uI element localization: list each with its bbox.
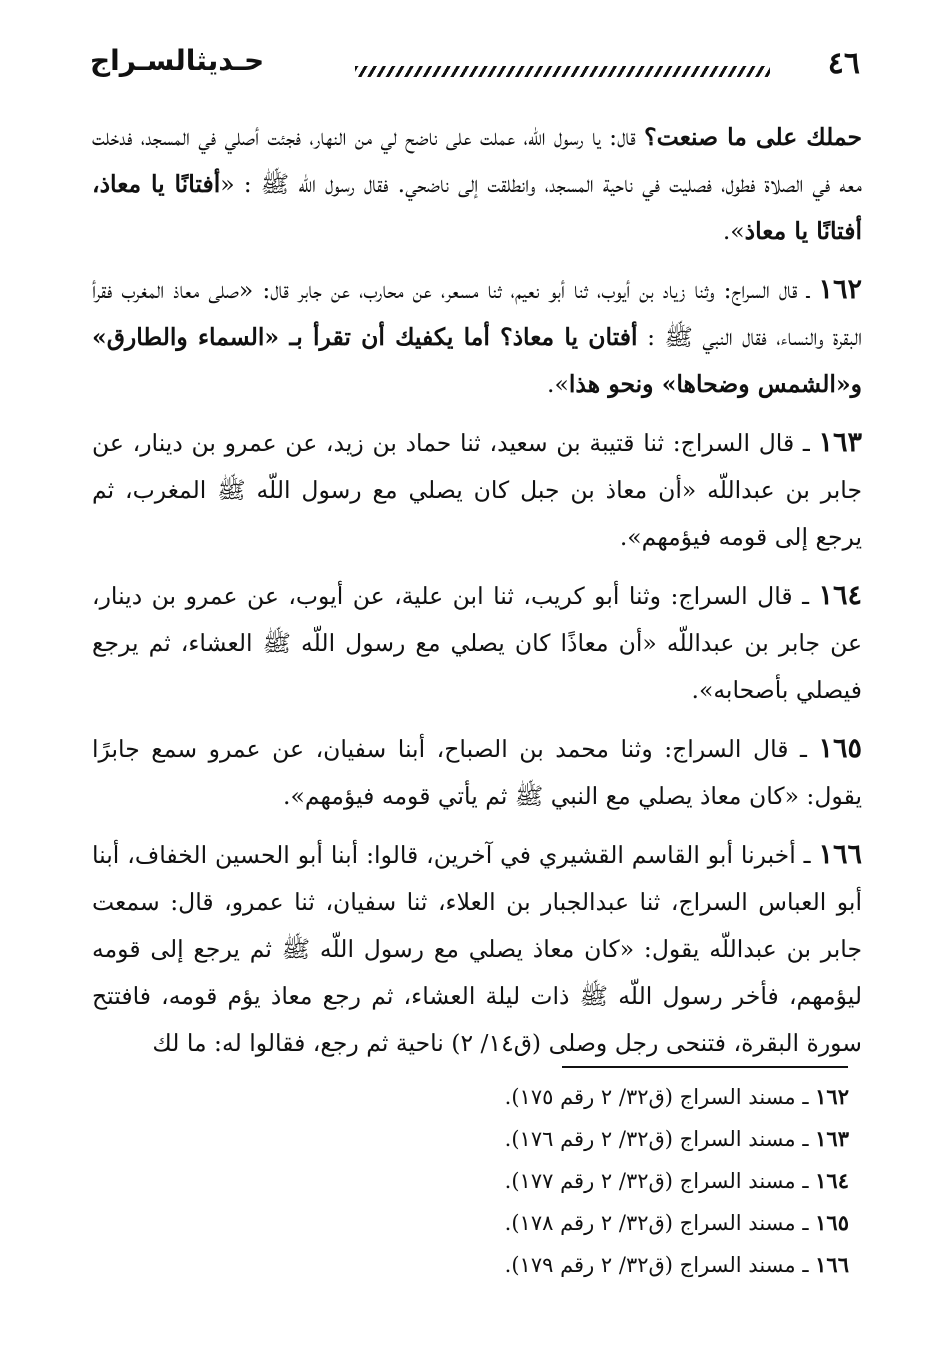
paragraph-text: ـ قال السراج: ثنا قتيبة بن سعيد، ثنا حماد بن زيد، عن عمرو بن دينار، عن جابر بن عبداللّه «أن معاذ بن جبل كان يصلي مع رسول اللّه ﷺ المغرب، ثم يرجع إلى قومه فيؤمهم».	[92, 429, 862, 551]
hadith-paragraph-165	[92, 725, 862, 820]
footnote	[349, 1118, 849, 1160]
paragraph-text: ـ أخبرنا أبو القاسم القشيري في آخرين، قالوا: أبنا أبو الحسين الخفاف، أبنا أبو العباس السراج، ثنا عبدالجبار بن العلاء، ثنا سفيان، ثنا عمرو، قال: سمعت جابر بن عبداللّه يقول: «كان معاذ يصلي مع رسول اللّه ﷺ ثم يرجع إلى قومه ليؤمهم، فأخر رسول اللّه ﷺ ذات ليلة العشاء، ثم رجع معاذ يؤم قومه، فافتتح سورة البقرة، فتنحى رجل وصلى (ق١٤/ ٢) ناحية ثم رجع، فقالوا له: ما لك	[92, 841, 862, 1057]
hadith-paragraph-166	[92, 831, 862, 1067]
hadith-number: ١٦٤	[818, 580, 862, 611]
paragraph-continuation: حملك على ما صنعت؟ قال: يا رسول اللّه، عملت على ناضح لي من النهار، فجئت أصلي في المسجد، فدخلت معه في الصلاة فطول، فصليت في ناحية المسجد، وانطلقت إلى ناضحي. فقال رسول اللّه ﷺ : «أفتانًا يا معاذ، أفتانًا يا معاذ».	[92, 123, 862, 245]
footnote-separator	[562, 1066, 848, 1068]
hadith-paragraph-164	[92, 572, 862, 714]
paragraph-text: ـ قال السراج: وثنا أبو كريب، ثنا ابن علية، عن أيوب، عن عمرو بن دينار، عن جابر بن عبداللّه «أن معاذًا كان يصلي مع رسول اللّه ﷺ العشاء، ثم يرجع فيصلي بأصحابه».	[92, 582, 862, 704]
hadith-number: ١٦٥	[818, 733, 862, 764]
footnote-number: ١٦٤	[815, 1168, 849, 1193]
header-hatch-ornament	[355, 66, 770, 77]
footnote-number: ١٦٢	[815, 1084, 849, 1109]
footnotes	[349, 1076, 849, 1286]
hadith-number: ١٦٣	[818, 427, 862, 458]
page-number: ٤٦	[827, 46, 860, 81]
hadith-paragraph-162	[92, 266, 862, 408]
footnote-text: ـ مسند السراج (ق٣٢/ ٢ رقم ١٧٨).	[504, 1211, 816, 1235]
footnote	[349, 1076, 849, 1118]
footnote	[349, 1160, 849, 1202]
paragraph-text: قال: يا رسول اللّه، عملت على ناضح لي من النهار، فجئت أصلي في المسجد، فدخلت معه في الصلاة فطول، فصليت في ناحية المسجد، وانطلقت إلى ناضحي. فقال رسول اللّه ﷺ :	[92, 123, 862, 198]
bold-hadith-quote: أفتانًا يا معاذ، أفتانًا يا معاذ	[92, 170, 862, 245]
hadith-number: ١٦٦	[818, 839, 862, 870]
paragraph-text-end: ».	[547, 370, 569, 398]
page-header	[90, 40, 860, 90]
paragraph-text-end: ».	[722, 217, 745, 245]
footnote-number: ١٦٦	[815, 1252, 849, 1277]
footnote-number: ١٦٥	[815, 1210, 849, 1235]
footnote-text: ـ مسند السراج (ق٣٢/ ٢ رقم ١٧٦).	[504, 1127, 816, 1151]
paragraph-text: ـ قال السراج: وثنا محمد بن الصباح، أبنا سفيان، عن عمرو سمع جابرًا يقول: «كان معاذ يصلي مع النبي ﷺ ثم يأتي قومه فيؤمهم».	[92, 735, 862, 810]
paragraph-text: ـ قال السراج: وثنا زياد بن أيوب، ثنا أبو نعيم، ثنا مسعر، عن محارب، عن جابر قال: «صلى معاذ المغرب فقرأ البقرة والنساء، فقال النبي ﷺ :	[92, 276, 862, 351]
footnote	[349, 1244, 849, 1286]
footnote-text: ـ مسند السراج (ق٣٢/ ٢ رقم ١٧٩).	[504, 1253, 816, 1277]
bold-hadith-quote: أفتان يا معاذ؟ أما يكفيك أن تقرأ بـ «السماء والطارق» و«الشمس وضحاها» ونحو هذا	[92, 323, 862, 398]
hadith-paragraph-163	[92, 419, 862, 561]
footnote-text: ـ مسند السراج (ق٣٢/ ٢ رقم ١٧٧).	[504, 1169, 816, 1193]
running-title: حـديثالسـراج	[90, 44, 265, 77]
main-text	[92, 114, 862, 1078]
hadith-number: ١٦٢	[818, 274, 862, 305]
footnote-number: ١٦٣	[815, 1126, 849, 1151]
footnote	[349, 1202, 849, 1244]
footnote-text: ـ مسند السراج (ق٣٢/ ٢ رقم ١٧٥).	[504, 1085, 816, 1109]
bold-phrase: حملك على ما صنعت؟	[644, 123, 862, 151]
